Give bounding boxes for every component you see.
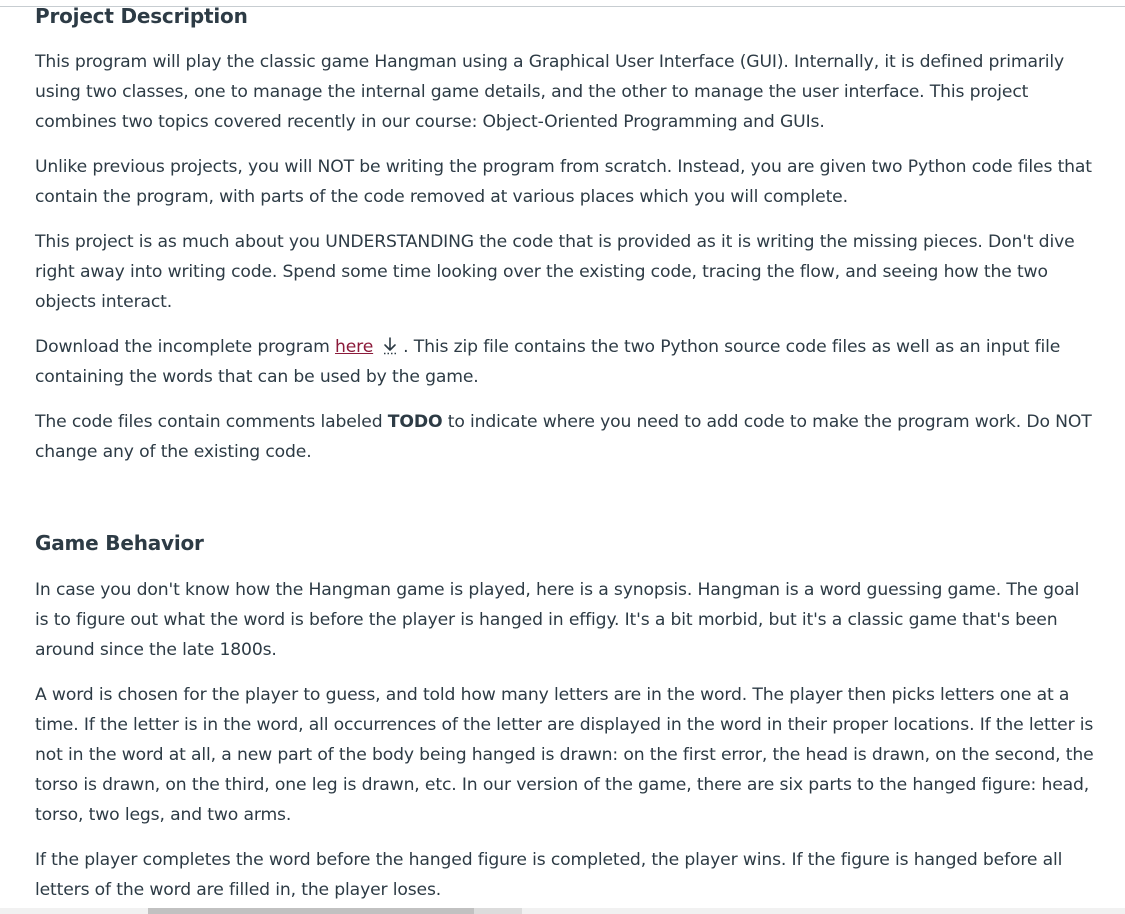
download-text-after: . This zip file contains the two Python source code files as well as an input file containing the words that can be used by the game. [35, 337, 1061, 387]
todo-text-before: The code files contain comments labeled [35, 412, 388, 432]
todo-keyword: TODO [387, 412, 443, 432]
paragraph-intro: This program will play the classic game Hangman using a Graphical User Interface (GUI). Internally, it is defined primarily using two classes, one to manage the internal game details, and the other to manage the user interface. This project combines two topics covered recently in our course: Object-Oriented Programming and GUIs. [35, 52, 1065, 132]
download-link[interactable]: here [335, 337, 374, 357]
paragraph-understanding: This project is as much about you UNDERSTANDING the code that is provided as it is writing the missing pieces. Don't dive right away into writing code. Spend some time looking over the existing code, tracing the flow, and seeing how the two objects interact. [35, 232, 1075, 312]
todo-text-after: to indicate where you need to add code to make the program work. Do NOT change any of the existing code. [35, 412, 1092, 462]
horizontal-scrollbar-thumb[interactable] [148, 908, 522, 914]
paragraph-win-lose: If the player completes the word before the hanged figure is completed, the player wins. If the figure is hanged before all letters of the word are filled in, the player loses. [35, 850, 1063, 900]
paragraph-synopsis: In case you don't know how the Hangman game is played, here is a synopsis. Hangman is a word guessing game. The goal is to figure out what the word is before the player is hanged in effigy. It's a bit morbid, but it's a classic game that's been around since the late 1800s. [35, 580, 1080, 660]
section-heading-game-behavior: Game Behavior [35, 531, 204, 555]
download-arrow-icon[interactable] [381, 335, 403, 353]
paragraph-todo [35, 407, 1097, 467]
horizontal-scrollbar-segment [474, 908, 522, 914]
download-text-before: Download the incomplete program [35, 337, 336, 357]
paragraph-rules: A word is chosen for the player to guess, and told how many letters are in the word. The player then picks letters one at a time. If the letter is in the word, all occurrences of the letter are displayed in the word in their proper locations. If the letter is not in the word at all, a new part of the body being hanged is drawn: on the first error, the head is drawn, on the second, the torso is drawn, on the third, one leg is drawn, etc. In our version of the game, there are six parts to the hanged figure: head, torso, two legs, and two arms. [35, 685, 1094, 825]
section-heading-project-description: Project Description [35, 4, 248, 28]
paragraph-download [35, 332, 1097, 392]
paragraph-not-from-scratch: Unlike previous projects, you will NOT be writing the program from scratch. Instead, you are given two Python code files that contain the program, with parts of the code removed at various places which you will complete. [35, 157, 1092, 207]
